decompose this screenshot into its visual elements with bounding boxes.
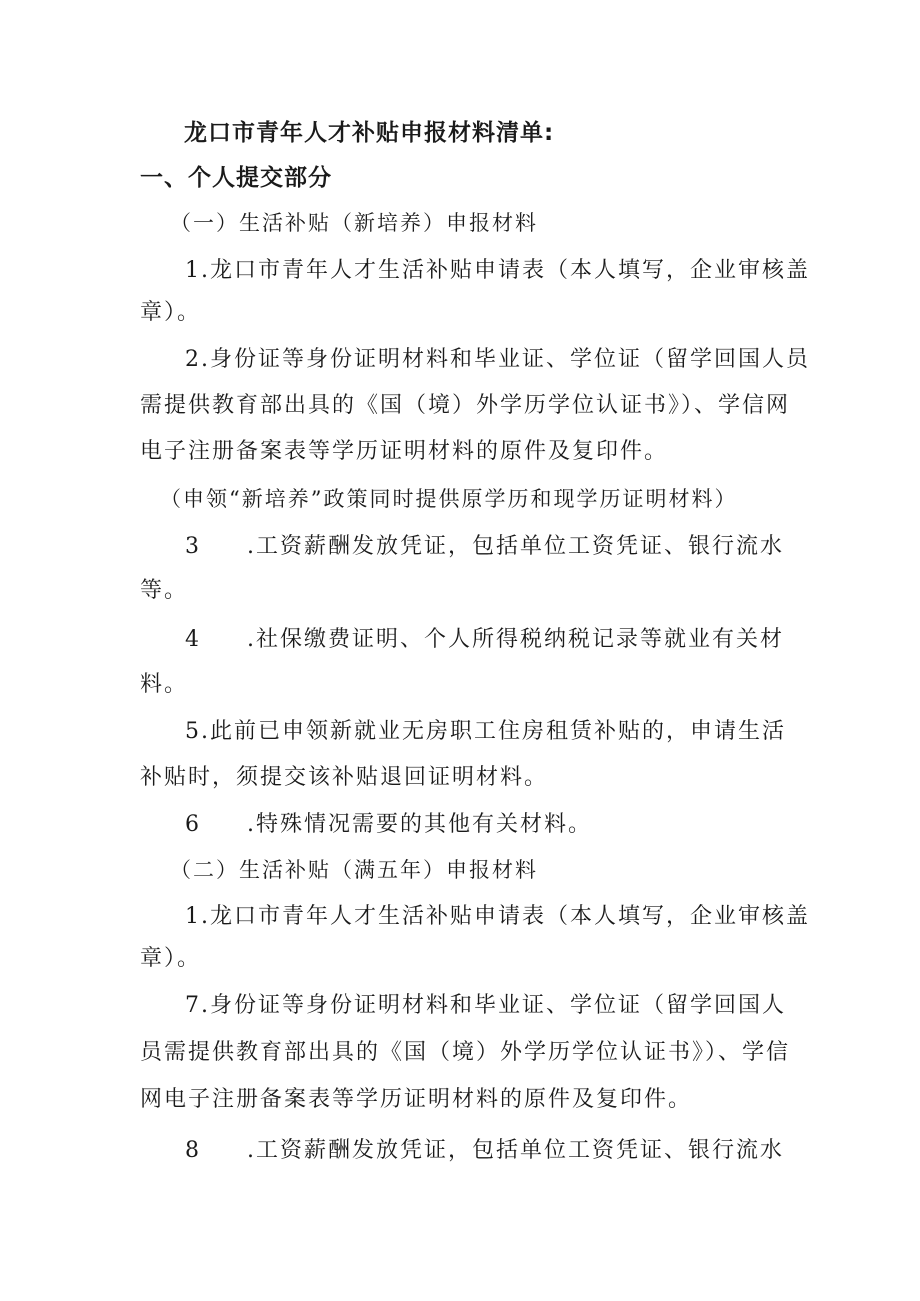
list-item-7-line-1 [185,991,786,1021]
list-item-7-text: .身份证等身份证明材料和毕业证、学位证（留学回国人 [201,993,786,1018]
list-item-3-line-1 [185,532,784,562]
list-item-2-number: 2 [185,347,201,372]
list-item-2-line-2: 需提供教育部出具的《国（境）外学历学位认证书》）、学信网 [140,393,791,418]
list-item-2-line-1 [185,345,810,375]
list-item-8-number: 8 [185,1138,201,1163]
subheading-new-training: （一）生活补贴（新培养）申报材料 [170,211,538,235]
note-new-training: （申领“新培养”政策同时提供原学历和现学历证明材料） [160,487,738,511]
list-item-6-line-1 [185,810,592,840]
list2-item-1-line-1: 1.龙口市青年人才生活补贴申请表（本人填写，企业审核盖 [185,904,810,929]
list-item-4-number: 4 [185,627,201,652]
list-item-3-text: .工资薪酬发放凭证，包括单位工资凭证、银行流水 [247,534,784,559]
list-item-5-line-2: 补贴时，须提交该补贴退回证明材料。 [140,765,549,790]
list-item-6-number: 6 [185,812,201,837]
list-item-4-line-2: 料。 [140,672,189,697]
list-item-5-number: 5 [185,719,201,744]
list-item-8-line-1 [185,1136,784,1166]
list-item-2-text: .身份证等身份证明材料和毕业证、学位证（留学回国人员 [201,347,810,372]
list2-item-1-line-2: 章）。 [140,946,202,971]
list-item-7-line-3: 网电子注册备案表等学历证明材料的原件及复印件。 [140,1087,693,1112]
list-item-3-line-2: 等。 [140,578,189,603]
list-item-8-text: .工资薪酬发放凭证，包括单位工资凭证、银行流水 [247,1138,784,1163]
list-item-1-line-1: 1.龙口市青年人才生活补贴申请表（本人填写，企业审核盖 [185,258,810,283]
list-item-6-text: .特殊情况需要的其他有关材料。 [247,812,592,837]
list-item-4-line-1 [185,625,784,655]
list-item-7-line-2: 员需提供教育部出具的《国（境）外学历学位认证书》）、学信 [140,1040,791,1065]
list-item-4-text: .社保缴费证明、个人所得税纳税记录等就业有关材 [247,627,784,652]
list-item-2-line-3: 电子注册备案表等学历证明材料的原件及复印件。 [140,439,669,464]
section-heading-personal: 一、个人提交部分 [140,165,332,191]
list-item-5-text: .此前已申领新就业无房职工住房租赁补贴的，申请生活 [201,719,786,744]
list-item-7-number: 7 [185,993,201,1018]
list-item-1-line-2: 章）。 [140,300,202,325]
document-title: 龙口市青年人才补贴申报材料清单: [184,120,555,146]
subheading-five-years: （二）生活补贴（满五年）申报材料 [170,858,538,882]
list-item-3-number: 3 [185,534,201,559]
list-item-5-line-1 [185,717,786,747]
